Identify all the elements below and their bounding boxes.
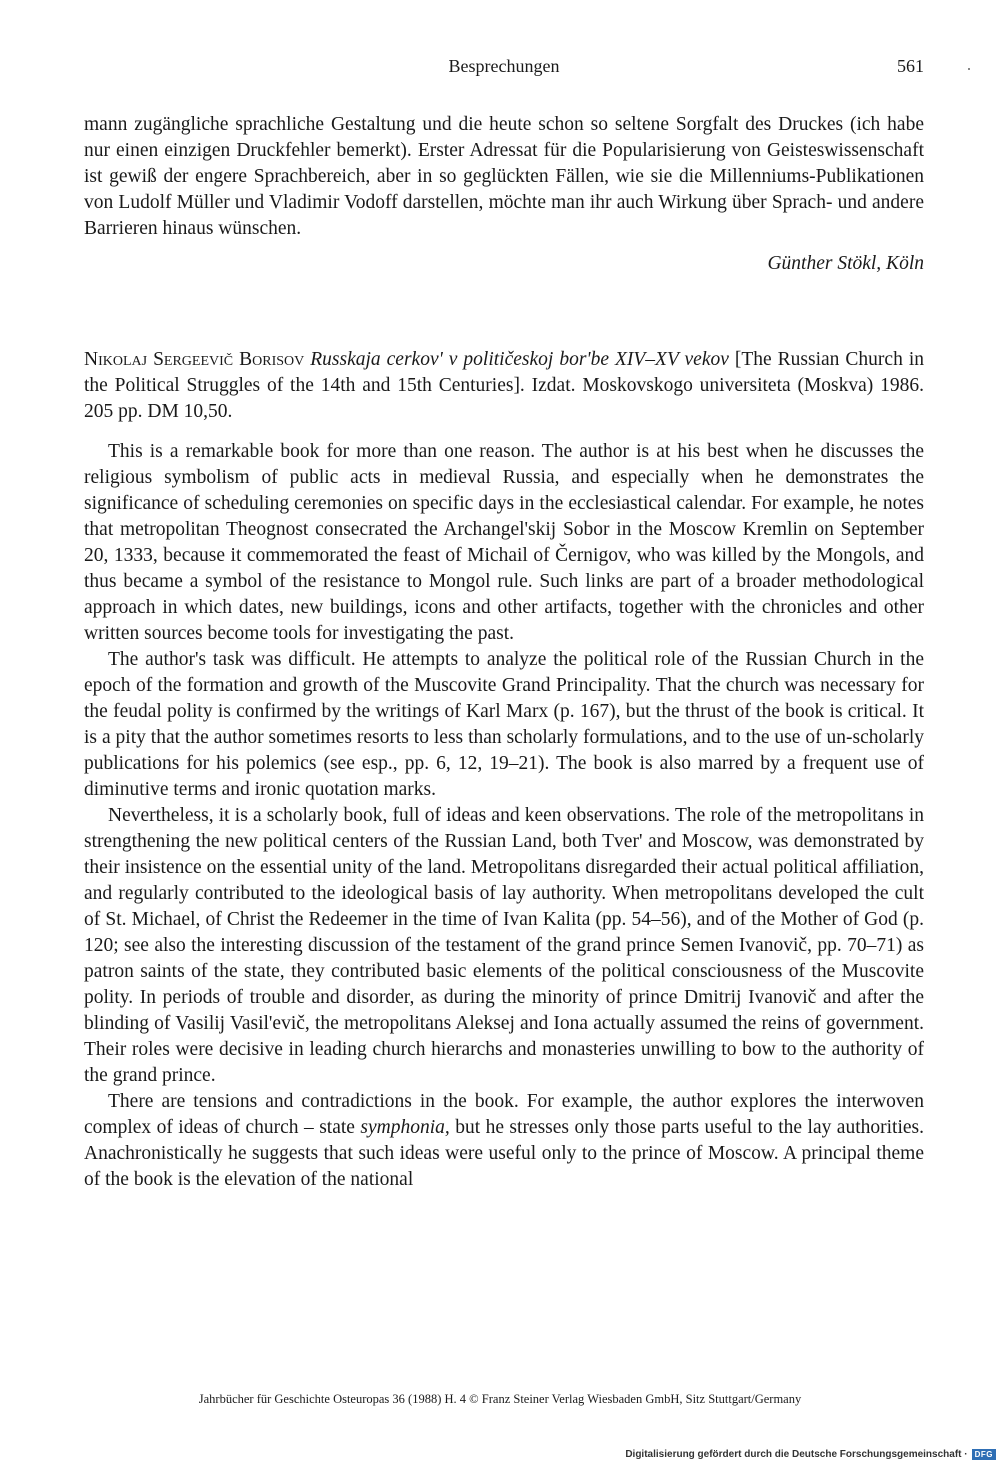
page-header — [84, 56, 924, 84]
reviewer-signature: Günther Stökl, Köln — [767, 253, 924, 274]
dfg-funding-notice — [625, 1449, 996, 1460]
page-number: 561 — [897, 56, 924, 76]
bibliographic-entry — [84, 347, 924, 425]
review-paragraph-4-start: There are tensions and contradictions in the book. For example, the author explores the interwoven complex of ideas of church – state — [84, 1091, 924, 1138]
review-paragraph-2: The author's task was difficult. He attempts to analyze the political role of the Russian Church in the epoch of the formation and growth of the Muscovite Grand Principality. That the church was necessary for the feudal polity is confirmed by the writings of Karl Marx (p. 167), but the thrust of the book is critical. It is a pity that the author sometimes resorts to less than scholarly formulations, and to the use of un-scholarly publications for his polemics (see esp., pp. 6, 12, 19–21). The book is also marred by a frequent use of diminutive terms and ironic quotation marks. — [84, 649, 924, 800]
review-paragraph-4 — [84, 1089, 924, 1193]
scan-speck — [968, 68, 970, 70]
journal-footer: Jahrbücher für Geschichte Osteuropas 36 (1988) H. 4 © Franz Steiner Verlag Wiesbaden GmbH, Sitz Stuttgart/Germany — [198, 1392, 802, 1406]
review-paragraph-3: Nevertheless, it is a scholarly book, full of ideas and keen observations. The role of the metropolitans in strengthening the new political centers of the Russian Land, both Tver' and Moscow, was demonstrated by their insistence on the essential unity of the land. Metropolitans disregarded their actual political affiliation, and regularly contributed to the ideological basis of lay authority. When metropolitans developed the cult of St. Michael, of Christ the Redeemer in the time of Ivan Kalita (pp. 54–56), and of the Mother of God (p. 120; see also the interesting discussion of the testament of the grand prince Semen Ivanovič, pp. 70–71) as patron saints of the state, they contributed basic elements of the political consciousness of the Muscovite polity. In periods of trouble and disorder, as during the minority of prince Dmitrij Ivanovič and after the blinding of Vasilij Vasil'evič, the metropolitans Aleksej and Iona actually assumed the reins of government. Their roles were decisive in leading church hierarchs and monasteries unwilling to bow to the authority of the grand prince. — [84, 805, 924, 1086]
page-body — [84, 112, 924, 1193]
book-author: Nikolaj Sergeevič Borisov — [84, 349, 305, 370]
review-paragraph-1: This is a remarkable book for more than one reason. The author is at his best when he discusses the religious symbolism of public acts in medieval Russia, and especially when he demonstrates the significance of scheduling ceremonies on specific days in the ecclesiastical calendar. For example, he notes that metropolitan Theognost consecrated the Archangel'skij Sobor in the Moscow Kremlin on September 20, 1333, because it commemorated the feast of Michail of Černigov, who was killed by the Mongols, and thus became a symbol of the resistance to Mongol rule. Such links are part of a broader methodological approach in which dates, new buildings, icons and other artifacts, together with the chronicles and other written sources become tools for investigating the past. — [84, 441, 924, 644]
dfg-notice-text: Digitalisierung gefördert durch die Deutsche Forschungsgemeinschaft · — [625, 1449, 968, 1460]
book-citation-details: [The Russian Church in the Political Struggles of the 14th and 15th Centuries]. Izdat. Moskovskogo universiteta (Moskva) 1986. 205 pp. DM 10,50. — [84, 349, 924, 422]
review-paragraph-4-end: but he stresses only those parts useful to the lay authorities. Anachronistically he suggests that such ideas were useful only to the prince of Moscow. A principal theme of the book is the elevation of the national — [84, 1117, 924, 1190]
book-title: Russkaja cerkov' v političeskoj bor'be XIV–XV vekov — [310, 349, 729, 370]
dfg-logo: DFG — [972, 1449, 996, 1460]
running-title: Besprechungen — [448, 56, 560, 76]
previous-review-closing-paragraph: mann zugängliche sprachliche Gestaltung und die heute schon so seltene Sorgfalt des Druckes (ich habe nur einen einzigen Druckfehler bemerkt). Erster Adressat für die Popularisierung von Geisteswissenschaft ist gewiß der engere Sprachbereich, aber in so geglückten Fällen, wie sie die Millenniums-Publikationen von Ludolf Müller und Vladimir Vodoff darstellen, möchte man ihr auch Wirkung über Sprach- und andere Barrieren hinaus wünschen. — [84, 114, 924, 239]
symphonia-term: symphonia, — [360, 1117, 450, 1138]
